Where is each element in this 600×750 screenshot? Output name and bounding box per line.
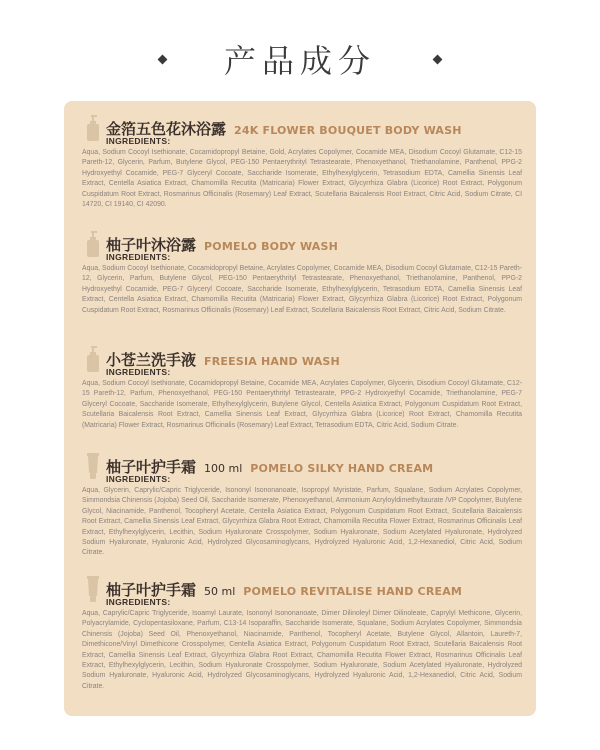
- product-name-en: FREESIA HAND WASH: [204, 355, 340, 368]
- product-name-en: POMELO BODY WASH: [204, 240, 339, 253]
- ingredients-label: INGREDIENTS:: [106, 136, 171, 146]
- ingredients-label: INGREDIENTS:: [106, 367, 171, 377]
- page-title: 产品成分: [223, 42, 376, 80]
- cream-tube-icon: [86, 576, 100, 602]
- ingredients-text: Aqua, Sodium Cocoyl Isethionate, Cocamidopropyl Betaine, Gold, Acrylates Copolymer, Cocamide MEA, Disodium Cocoyl Glutamate, C12-15 Pareth-12, Glycerin, Parfum, Butylene Glycol, PEG-150 Pentaerythrityl Tetrastearate, Phenoxyethanol, Triethanolamine, Panthenol, PPG-2 Hydroxyethyl Cocamide, PEG-7 Glyceryl Cocoate, Saccharide Isomerate, Ethylhexylglycerin, Tetrasodium EDTA, Camellia Sinensis Leaf Extract, Centella Asiatica Extract, Chamomilla Recutita (Matricaria) Flower Extract, Glycyrrhiza Glabra (Licorice) Root Extract, Polygonum Cuspidatum Root Extract, Rosmarinus Officinalis (Rosemary) Leaf Extract, Scutellaria Baicalensis Root Extract, Citric Acid, Sodium Citrate, CI 14720, CI 19140, CI 42090.: [82, 149, 522, 209]
- product-name-en: POMELO REVITALISE HAND CREAM: [243, 585, 463, 598]
- ingredients-label: INGREDIENTS:: [106, 252, 171, 262]
- product-name-cn: 金箔五色花沐浴露: [106, 120, 227, 138]
- ingredients-label: INGREDIENTS:: [106, 474, 171, 484]
- ingredients-text: Aqua, Sodium Cocoyl Isethionate, Cocamidopropyl Betaine, Cocamide MEA, Acrylates Copolymer, Glycerin, Disodium Cocoyl Glutamate, C12-15 Pareth-12, Parfum, Phenoxyethanol, PEG-150 Pentaerythrityl Tetrastearate, PPG-2 Hydroxyethyl Cocamide, Triethanolamine, PEG-7 Glyceryl Cocoate, Saccharide Isomerate, Ethylhexylglycerin, Butylene Glycol, Centella Asiatica Extract, Polygonum Cuspidatum Root Extract, Scutellaria Baicalensis Root Extract, Camellia Sinensis Leaf Extract, Glycyrrhiza Glabra (Licorice) Root Extract, Chamomilla Recutita (Matricaria) Flower Extract, Rosmarinus Officinalis (Rosemary) Leaf Extract, Tetrasodium EDTA, Citric Acid, Sodium Citrate.: [82, 380, 522, 429]
- ingredients-text: Aqua, Caprylic/Capric Triglyceride, Isoamyl Laurate, Isononyl Isononanoate, Dimer Dilinoleyl Dimer Dilinoleate, Caprylyl Methicone, Glycerin, Polyacrylamide, Cyclopentasiloxane, Parfum, C13-14 Isoparaffin, Saccharide Isomerate, Squalane, Sodium Acrylates Copolymer, Simmondsia Chinensis (Jojoba) Seed Oil, Phenoxyethanol, Niacinamide, Panthenol, Tocopheryl Acetate, Butylene Glycol, Allantoin, Laureth-7, Dimethicone/Vinyl Dimethicone Crosspolymer, Centella Asiatica Extract, Polygonum Cuspidatum Root Extract, Scutellaria Baicalensis Root Extract, Camellia Sinensis Leaf Extract, Glycyrrhiza Glabra Root Extract, Chamomilla Recutita Flower Extract, Rosmarinus Officinalis Leaf Extract, Ethylhexylglycerin, Lecithin, Sodium Hyaluronate Crosspolymer, Sodium Hyaluronate, Sodium Acetylated Hyaluronate, Hydrolyzed Sodium Hyaluronate, Hyaluronic Acid, Hydrolyzed Glycosaminoglycans, Hydrolyzed Hyaluronic Acid, 1,2-Hexanediol, Citric Acid, Sodium Citrate.: [82, 610, 522, 690]
- left-diamond-icon: [158, 54, 168, 64]
- ingredients-text: Aqua, Glycerin, Caprylic/Capric Triglyceride, Isononyl Isononanoate, Isopropyl Myristate, Parfum, Squalane, Sodium Acrylates Copolymer, Simmondsia Chinensis (Jojoba) Seed Oil, Saccharide Isomerate, Phenoxyethanol, Ammonium Acryloyldimethyltaurate /VP Copolymer, Butylene Glycol, Niacinamide, Panthenol, Tocopheryl Acetate, Centella Asiatica Extract, Polygonum Cuspidatum Root Extract, Scutellaria Baicalensis Root Extract, Camellia Sinensis Leaf Extract, Glycyrrhiza Glabra Root Extract, Chamomilla Recutita Flower Extract, Rosmarinus Officinalis Leaf Extract, Ethylhexylglycerin, Lecithin, Sodium Hyaluronate Crosspolymer, Sodium Hyaluronate, Sodium Acetylated Hyaluronate, Hydrolyzed Sodium Hyaluronate, Hyaluronic Acid, Hydrolyzed Glycosaminoglycans, Hydrolyzed Hyaluronic Acid, 1,2-Hexanediol, Citric Acid, Sodium Citrate.: [82, 487, 522, 557]
- ingredients-panel: [64, 101, 536, 716]
- product-size: 100 ml: [204, 462, 243, 475]
- pump-bottle-icon: [86, 346, 100, 372]
- right-diamond-icon: [433, 54, 443, 64]
- pump-bottle-icon: [86, 231, 100, 257]
- cream-tube-icon: [86, 453, 100, 479]
- page-header: [0, 34, 600, 84]
- product-name-cn: 小苍兰洗手液: [106, 351, 197, 369]
- product-name-cn: 柚子叶护手霜: [106, 581, 197, 599]
- product-size: 50 ml: [204, 585, 236, 598]
- ingredients-text: Aqua, Sodium Cocoyl Isethionate, Cocamidopropyl Betaine, Acrylates Copolymer, Cocamide MEA, Disodium Cocoyl Glutamate, C12-15 Pareth-12, Glycerin, Parfum, Butylene Glycol, PEG-150 Pentaerythrityl Tetrastearate, Phenoxyethanol, Triethanolamine, Panthenol, PPG-2 Hydroxyethyl Cocamide, PEG-7 Glyceryl Cocoate, Saccharide Isomerate, Ethylhexylglycerin, Tetrasodium EDTA, Camellia Sinensis Leaf Extract, Centella Asiatica Extract, Chamomilla Recutita (Matricaria) Flower Extract, Glycyrrhiza Glabra (Licorice) Root Extract, Polygonum Cuspidatum Root Extract, Rosmarinus Officinalis (Rosemary) Leaf Extract, Scutellaria Baicalensis Root Extract, Citric Acid, Sodium Citrate.: [82, 265, 522, 314]
- ingredients-label: INGREDIENTS:: [106, 597, 171, 607]
- product-name-cn: 柚子叶护手霜: [106, 458, 197, 476]
- product-name-en: 24K FLOWER BOUQUET BODY WASH: [234, 124, 462, 137]
- product-name-en: POMELO SILKY HAND CREAM: [250, 462, 434, 475]
- pump-bottle-icon: [86, 115, 100, 141]
- product-name-cn: 柚子叶沐浴露: [106, 236, 197, 254]
